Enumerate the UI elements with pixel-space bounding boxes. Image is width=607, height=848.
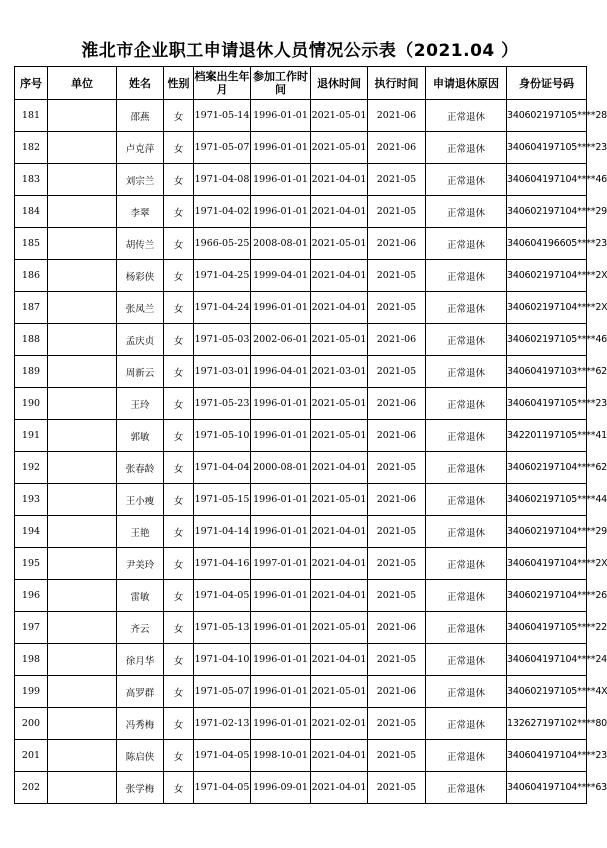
cell-retire: 2021-05-01 — [311, 676, 368, 708]
cell-gender: 女 — [164, 132, 194, 164]
cell-name: 李翠 — [117, 196, 164, 228]
cell-name: 孟庆贞 — [117, 324, 164, 356]
cell-unit — [48, 132, 117, 164]
cell-retire: 2021-04-01 — [311, 548, 368, 580]
cell-retire: 2021-05-01 — [311, 484, 368, 516]
cell-work-start: 1996-04-01 — [251, 356, 311, 388]
cell-unit — [48, 100, 117, 132]
cell-id-number: 340604197104****23 — [507, 740, 587, 772]
cell-birth: 1971-05-23 — [194, 388, 251, 420]
cell-id-number: 340604197103****62 — [507, 356, 587, 388]
cell-birth: 1971-04-05 — [194, 740, 251, 772]
cell-work-start: 1996-01-01 — [251, 292, 311, 324]
cell-no: 197 — [15, 612, 48, 644]
cell-birth: 1971-04-05 — [194, 580, 251, 612]
table-row — [15, 772, 587, 804]
cell-gender: 女 — [164, 484, 194, 516]
cell-work-start: 1996-01-01 — [251, 644, 311, 676]
cell-no: 186 — [15, 260, 48, 292]
cell-retire: 2021-05-01 — [311, 388, 368, 420]
cell-unit — [48, 548, 117, 580]
cell-execute: 2021-06 — [368, 612, 426, 644]
table-row — [15, 740, 587, 772]
table-row — [15, 676, 587, 708]
cell-no: 191 — [15, 420, 48, 452]
cell-no: 189 — [15, 356, 48, 388]
cell-unit — [48, 164, 117, 196]
cell-reason: 正常退休 — [426, 356, 507, 388]
cell-work-start: 1996-01-01 — [251, 420, 311, 452]
cell-name: 杨彩侠 — [117, 260, 164, 292]
cell-retire: 2021-04-01 — [311, 452, 368, 484]
col-header-work-start: 参加工作时间 — [251, 67, 311, 100]
cell-execute: 2021-05 — [368, 356, 426, 388]
cell-reason: 正常退休 — [426, 772, 507, 804]
cell-birth: 1971-04-02 — [194, 196, 251, 228]
cell-reason: 正常退休 — [426, 740, 507, 772]
cell-reason: 正常退休 — [426, 292, 507, 324]
cell-retire: 2021-05-01 — [311, 100, 368, 132]
cell-id-number: 340602197104****26 — [507, 580, 587, 612]
cell-execute: 2021-05 — [368, 708, 426, 740]
cell-gender: 女 — [164, 772, 194, 804]
cell-birth: 1971-05-14 — [194, 100, 251, 132]
cell-id-number: 340604196605****23 — [507, 228, 587, 260]
cell-id-number: 340602197104****62 — [507, 452, 587, 484]
cell-no: 192 — [15, 452, 48, 484]
table-row — [15, 132, 587, 164]
cell-unit — [48, 356, 117, 388]
cell-retire: 2021-03-01 — [311, 356, 368, 388]
cell-work-start: 1996-01-01 — [251, 516, 311, 548]
cell-work-start: 1996-01-01 — [251, 612, 311, 644]
cell-id-number: 340604197104****63 — [507, 772, 587, 804]
cell-birth: 1971-05-07 — [194, 132, 251, 164]
cell-no: 198 — [15, 644, 48, 676]
cell-work-start: 1996-01-01 — [251, 676, 311, 708]
table-row — [15, 516, 587, 548]
cell-unit — [48, 260, 117, 292]
cell-work-start: 1996-01-01 — [251, 580, 311, 612]
col-header-reason: 申请退休原因 — [426, 67, 507, 100]
cell-gender: 女 — [164, 740, 194, 772]
cell-retire: 2021-04-01 — [311, 772, 368, 804]
cell-id-number: 340602197105****46 — [507, 324, 587, 356]
cell-retire: 2021-04-01 — [311, 580, 368, 612]
table-row — [15, 420, 587, 452]
cell-no: 194 — [15, 516, 48, 548]
cell-id-number: 340602197105****44 — [507, 484, 587, 516]
cell-id-number: 340604197105****22 — [507, 612, 587, 644]
cell-id-number: 340604197104****24 — [507, 644, 587, 676]
cell-name: 冯秀梅 — [117, 708, 164, 740]
cell-reason: 正常退休 — [426, 388, 507, 420]
cell-name: 张学梅 — [117, 772, 164, 804]
table-row — [15, 260, 587, 292]
cell-birth: 1971-04-10 — [194, 644, 251, 676]
cell-gender: 女 — [164, 260, 194, 292]
cell-unit — [48, 516, 117, 548]
cell-name: 邵燕 — [117, 100, 164, 132]
table-row — [15, 452, 587, 484]
cell-name: 张春龄 — [117, 452, 164, 484]
cell-execute: 2021-05 — [368, 516, 426, 548]
cell-execute: 2021-06 — [368, 100, 426, 132]
cell-work-start: 1998-10-01 — [251, 740, 311, 772]
cell-execute: 2021-05 — [368, 740, 426, 772]
cell-birth: 1971-04-16 — [194, 548, 251, 580]
cell-work-start: 1996-01-01 — [251, 100, 311, 132]
cell-name: 陈启侠 — [117, 740, 164, 772]
cell-gender: 女 — [164, 580, 194, 612]
cell-execute: 2021-05 — [368, 164, 426, 196]
cell-unit — [48, 324, 117, 356]
cell-reason: 正常退休 — [426, 420, 507, 452]
page-title: 淮北市企业职工申请退休人员情况公示表（2021.04 ） — [81, 41, 519, 61]
cell-id-number: 340602197105****28 — [507, 100, 587, 132]
cell-reason: 正常退休 — [426, 260, 507, 292]
cell-name: 王小瘦 — [117, 484, 164, 516]
cell-reason: 正常退休 — [426, 644, 507, 676]
cell-birth: 1971-04-14 — [194, 516, 251, 548]
cell-reason: 正常退休 — [426, 452, 507, 484]
cell-retire: 2021-04-01 — [311, 260, 368, 292]
cell-no: 196 — [15, 580, 48, 612]
cell-no: 187 — [15, 292, 48, 324]
cell-no: 181 — [15, 100, 48, 132]
cell-id-number: 340602197104****2X — [507, 260, 587, 292]
cell-birth: 1971-05-07 — [194, 676, 251, 708]
cell-no: 183 — [15, 164, 48, 196]
cell-gender: 女 — [164, 292, 194, 324]
cell-retire: 2021-05-01 — [311, 228, 368, 260]
cell-reason: 正常退休 — [426, 676, 507, 708]
cell-reason: 正常退休 — [426, 580, 507, 612]
cell-execute: 2021-05 — [368, 548, 426, 580]
cell-unit — [48, 484, 117, 516]
cell-birth: 1971-05-10 — [194, 420, 251, 452]
cell-id-number: 340602197104****29 — [507, 196, 587, 228]
cell-reason: 正常退休 — [426, 100, 507, 132]
cell-execute: 2021-05 — [368, 644, 426, 676]
header-row — [15, 67, 587, 100]
table-row — [15, 324, 587, 356]
cell-reason: 正常退休 — [426, 196, 507, 228]
cell-gender: 女 — [164, 100, 194, 132]
cell-unit — [48, 388, 117, 420]
retirement-table — [14, 66, 607, 804]
cell-reason: 正常退休 — [426, 708, 507, 740]
cell-unit — [48, 452, 117, 484]
cell-execute: 2021-05 — [368, 580, 426, 612]
table-row — [15, 196, 587, 228]
cell-reason: 正常退休 — [426, 612, 507, 644]
cell-no: 202 — [15, 772, 48, 804]
cell-name: 王玲 — [117, 388, 164, 420]
cell-execute: 2021-06 — [368, 132, 426, 164]
cell-work-start: 1996-01-01 — [251, 196, 311, 228]
cell-id-number: 340602197104****2X — [507, 292, 587, 324]
cell-work-start: 1996-01-01 — [251, 484, 311, 516]
cell-gender: 女 — [164, 196, 194, 228]
cell-gender: 女 — [164, 228, 194, 260]
cell-retire: 2021-05-01 — [311, 420, 368, 452]
cell-execute: 2021-06 — [368, 388, 426, 420]
cell-name: 尹美玲 — [117, 548, 164, 580]
cell-retire: 2021-04-01 — [311, 516, 368, 548]
col-header-name: 姓名 — [117, 67, 164, 100]
cell-reason: 正常退休 — [426, 164, 507, 196]
cell-name: 雷敏 — [117, 580, 164, 612]
cell-reason: 正常退休 — [426, 324, 507, 356]
cell-unit — [48, 420, 117, 452]
cell-work-start: 2002-06-01 — [251, 324, 311, 356]
table-row — [15, 228, 587, 260]
cell-no: 185 — [15, 228, 48, 260]
cell-gender: 女 — [164, 452, 194, 484]
cell-name: 周新云 — [117, 356, 164, 388]
table-row — [15, 292, 587, 324]
cell-execute: 2021-05 — [368, 292, 426, 324]
cell-name: 卢克萍 — [117, 132, 164, 164]
cell-gender: 女 — [164, 516, 194, 548]
cell-unit — [48, 644, 117, 676]
table-row — [15, 100, 587, 132]
cell-execute: 2021-06 — [368, 676, 426, 708]
table-row — [15, 580, 587, 612]
cell-no: 184 — [15, 196, 48, 228]
cell-birth: 1971-04-24 — [194, 292, 251, 324]
cell-no: 199 — [15, 676, 48, 708]
cell-gender: 女 — [164, 356, 194, 388]
cell-unit — [48, 612, 117, 644]
table-row — [15, 612, 587, 644]
cell-id-number: 340604197104****46 — [507, 164, 587, 196]
cell-work-start: 1996-01-01 — [251, 132, 311, 164]
cell-name: 刘宗兰 — [117, 164, 164, 196]
cell-gender: 女 — [164, 548, 194, 580]
cell-name: 张凤兰 — [117, 292, 164, 324]
cell-no: 188 — [15, 324, 48, 356]
table-row — [15, 548, 587, 580]
cell-id-number: 132627197102****80 — [507, 708, 587, 740]
cell-retire: 2021-04-01 — [311, 196, 368, 228]
cell-id-number: 340604197105****23 — [507, 132, 587, 164]
cell-no: 201 — [15, 740, 48, 772]
cell-name: 王艳 — [117, 516, 164, 548]
cell-unit — [48, 772, 117, 804]
cell-reason: 正常退休 — [426, 132, 507, 164]
col-header-gender: 性别 — [164, 67, 194, 100]
cell-retire: 2021-05-01 — [311, 612, 368, 644]
cell-no: 200 — [15, 708, 48, 740]
col-header-execute: 执行时间 — [368, 67, 426, 100]
cell-work-start: 1996-01-01 — [251, 388, 311, 420]
cell-execute: 2021-05 — [368, 196, 426, 228]
cell-no: 190 — [15, 388, 48, 420]
cell-work-start: 2008-08-01 — [251, 228, 311, 260]
cell-reason: 正常退休 — [426, 516, 507, 548]
cell-gender: 女 — [164, 164, 194, 196]
cell-unit — [48, 292, 117, 324]
cell-gender: 女 — [164, 388, 194, 420]
cell-gender: 女 — [164, 708, 194, 740]
cell-reason: 正常退休 — [426, 228, 507, 260]
cell-id-number: 340604197105****23 — [507, 388, 587, 420]
table-row — [15, 388, 587, 420]
col-header-no: 序号 — [15, 67, 48, 100]
table-row — [15, 356, 587, 388]
cell-execute: 2021-05 — [368, 260, 426, 292]
cell-unit — [48, 580, 117, 612]
table-row — [15, 164, 587, 196]
cell-name: 高罗群 — [117, 676, 164, 708]
cell-retire: 2021-04-01 — [311, 292, 368, 324]
cell-birth: 1971-02-13 — [194, 708, 251, 740]
cell-execute: 2021-06 — [368, 420, 426, 452]
cell-retire: 2021-05-01 — [311, 324, 368, 356]
col-header-retire: 退休时间 — [311, 67, 368, 100]
table-row — [15, 484, 587, 516]
cell-reason: 正常退休 — [426, 548, 507, 580]
cell-work-start: 2000-08-01 — [251, 452, 311, 484]
cell-birth: 1971-05-13 — [194, 612, 251, 644]
col-header-id: 身份证号码 — [507, 67, 587, 100]
table-row — [15, 644, 587, 676]
cell-birth: 1971-04-04 — [194, 452, 251, 484]
cell-unit — [48, 708, 117, 740]
cell-id-number: 340602197104****29 — [507, 516, 587, 548]
cell-execute: 2021-05 — [368, 772, 426, 804]
table-row — [15, 708, 587, 740]
cell-gender: 女 — [164, 324, 194, 356]
cell-retire: 2021-04-01 — [311, 644, 368, 676]
cell-work-start: 1996-01-01 — [251, 708, 311, 740]
cell-name: 胡传兰 — [117, 228, 164, 260]
cell-unit — [48, 740, 117, 772]
cell-work-start: 1997-01-01 — [251, 548, 311, 580]
cell-work-start: 1996-09-01 — [251, 772, 311, 804]
cell-name: 徐月华 — [117, 644, 164, 676]
cell-gender: 女 — [164, 420, 194, 452]
cell-retire: 2021-04-01 — [311, 740, 368, 772]
cell-execute: 2021-05 — [368, 452, 426, 484]
cell-retire: 2021-05-01 — [311, 132, 368, 164]
cell-gender: 女 — [164, 644, 194, 676]
cell-retire: 2021-02-01 — [311, 708, 368, 740]
cell-gender: 女 — [164, 676, 194, 708]
cell-id-number: 340602197105****4X — [507, 676, 587, 708]
cell-birth: 1971-04-08 — [194, 164, 251, 196]
cell-birth: 1971-05-03 — [194, 324, 251, 356]
cell-unit — [48, 676, 117, 708]
cell-id-number: 342201197105****41 — [507, 420, 587, 452]
cell-unit — [48, 228, 117, 260]
cell-no: 195 — [15, 548, 48, 580]
cell-gender: 女 — [164, 612, 194, 644]
cell-birth: 1971-03-01 — [194, 356, 251, 388]
cell-retire: 2021-04-01 — [311, 164, 368, 196]
cell-id-number: 340604197104****2X — [507, 548, 587, 580]
cell-unit — [48, 196, 117, 228]
cell-reason: 正常退休 — [426, 484, 507, 516]
col-header-birth: 档案出生年月 — [194, 67, 251, 100]
cell-birth: 1971-04-05 — [194, 772, 251, 804]
cell-no: 193 — [15, 484, 48, 516]
cell-name: 郭敏 — [117, 420, 164, 452]
cell-execute: 2021-06 — [368, 228, 426, 260]
col-header-unit: 单位 — [48, 67, 117, 100]
cell-work-start: 1999-04-01 — [251, 260, 311, 292]
cell-execute: 2021-06 — [368, 324, 426, 356]
cell-work-start: 1996-01-01 — [251, 164, 311, 196]
cell-birth: 1971-05-15 — [194, 484, 251, 516]
cell-birth: 1966-05-25 — [194, 228, 251, 260]
cell-no: 182 — [15, 132, 48, 164]
cell-name: 齐云 — [117, 612, 164, 644]
cell-birth: 1971-04-25 — [194, 260, 251, 292]
cell-execute: 2021-06 — [368, 484, 426, 516]
